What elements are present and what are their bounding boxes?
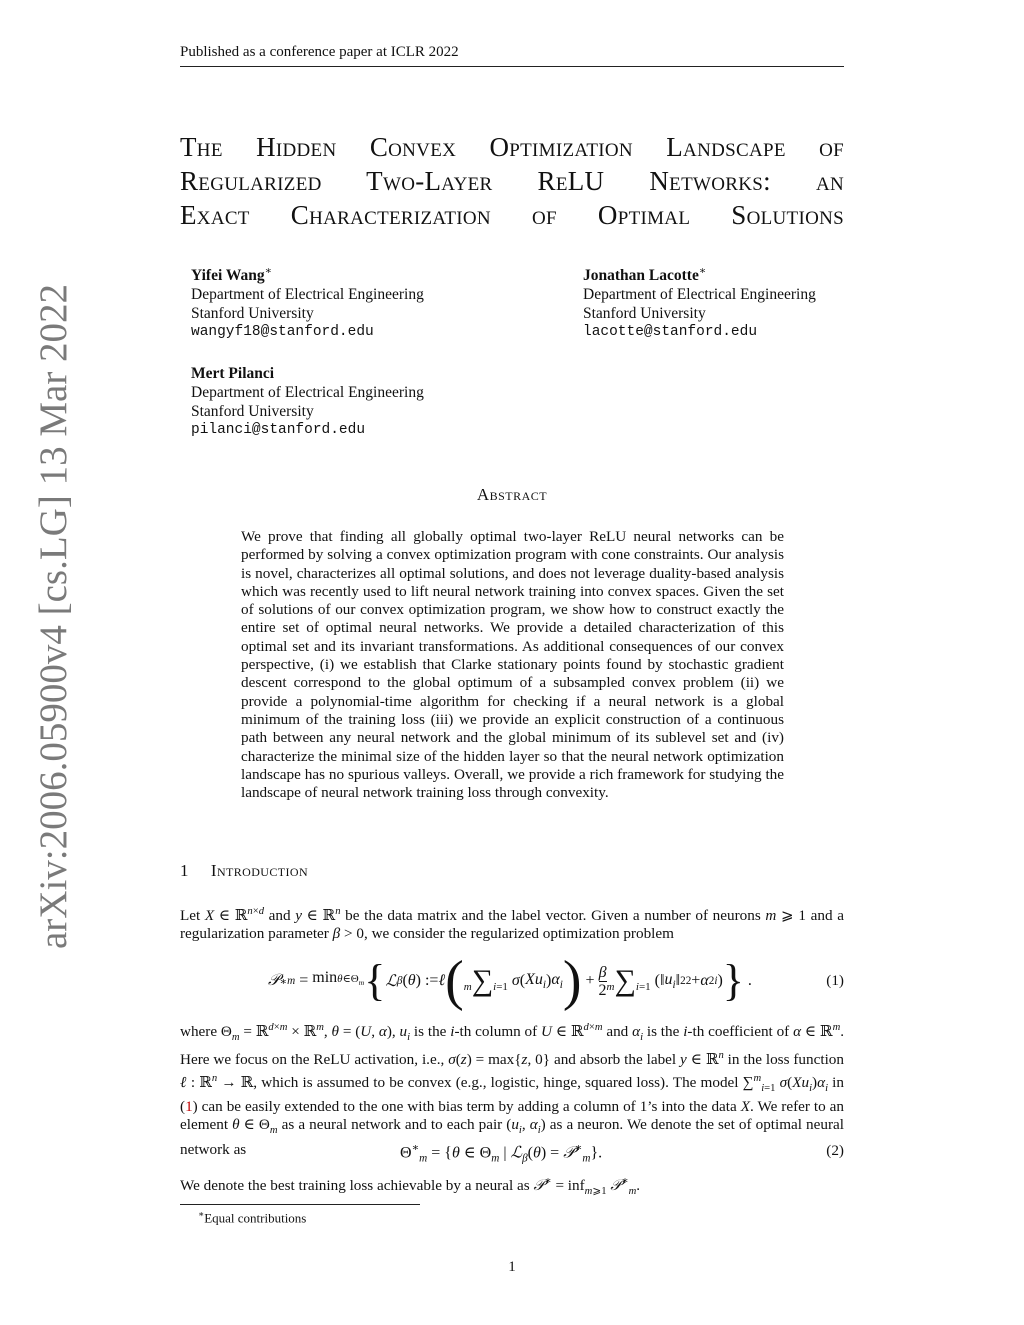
section-heading	[180, 861, 308, 881]
equation-number-2: (2)	[826, 1142, 844, 1159]
header-rule	[180, 66, 844, 67]
abstract-text: We prove that finding all globally optimal two-layer ReLU neural networks can be performed by solving a convex optimization program with cone constraints. Our analysis is novel, characterizes all optimal solutions, and does not leverage duality-based analysis which was recently used to lift neural network training into convex spaces. Given the set of solutions of our convex optimization program, we show how to construct exactly the entire set of optimal neural networks. We provide a detailed characterization of this optimal set and its invariant transformations. As additional consequences of our convex perspective, (i) we establish that Clarke stationary points found by stochastic gradient descent correspond to the global optimum of a subsampled convex problem (ii) we provide a polynomial-time algorithm for checking if a neural network is a global minimum of the training loss (iii) we provide an explicit construction of a continuous path between any neural network and the global minimum of its sublevel set and (iv) characterize the minimal size of the hidden layer so that the neural network optimization landscape has no spurious valleys. Overall, we provide a rich framework for studying the landscape of neural network training loss through convexity.	[241, 528, 784, 802]
title-line-1: The Hidden Convex Optimization Landscape of	[180, 132, 844, 162]
title-line-2: Regularized Two-Layer ReLU Networks: an	[180, 166, 844, 196]
author-department: Department of Electrical Engineering	[191, 384, 424, 401]
author-department: Department of Electrical Engineering	[583, 286, 816, 304]
arxiv-stamp: arXiv:2006.05900v4 [cs.LG] 13 Mar 2022	[32, 283, 75, 949]
author-name: Yifei Wang	[191, 267, 265, 285]
author-email[interactable]: lacotte@stanford.edu	[583, 324, 758, 341]
author-name: Mert Pilanci	[191, 365, 275, 382]
equal-contribution-mark: ∗	[698, 265, 707, 277]
intro-paragraph-1: Let X ∈ ℝ$^{n\times d}$ and y ∈ ℝ$^n$ be the data matrix and the label vector. Given a number of neurons m ⩾ 1 and a regularization parameter β > 0, we consider the regularized optimization problem	[180, 906, 844, 943]
section-number: 1	[180, 861, 189, 880]
author-block-1	[191, 262, 424, 342]
author-email[interactable]: wangyf18@stanford.edu	[191, 324, 374, 341]
author-block-2	[583, 262, 816, 342]
author-university: Stanford University	[191, 403, 314, 420]
title-line-3: Exact Characterization of Optimal Solutions	[180, 200, 844, 230]
page-number: 1	[508, 1259, 516, 1275]
equation-reference-link[interactable]: 1	[185, 1098, 193, 1116]
footnote-rule	[180, 1204, 420, 1205]
running-header: Published as a conference paper at ICLR 2022	[180, 44, 459, 60]
footnote	[198, 1209, 306, 1226]
author-block-3	[191, 364, 424, 440]
paper-title	[180, 130, 844, 232]
equation-1: 𝒫 ∗ m = $\min\theta\in\Theta_m$ { ℒ β ( θ ) := ℓ ( m∑i=1 σ ( $Xu_i$ ) $\alpha_i$ ) + $\frac{\beta}{2}$ m∑i=1 (‖ $u_i$ ‖ 2 2 + α 2 i ) } . (1)	[268, 950, 844, 1012]
author-department: Department of Electrical Engineering	[191, 286, 424, 304]
author-university: Stanford University	[583, 305, 706, 323]
footnote-text: Equal contributions	[204, 1210, 307, 1226]
equation-2: $\Theta^∗_m = \{\theta$ ∈ $\Theta_m$ | ℒ$_\beta$(θ) = 𝒫∗$_m$}. (2)	[400, 1142, 844, 1165]
author-name: Jonathan Lacotte	[583, 267, 699, 285]
intro-paragraph-2: where $\Theta_m$ = ℝ$^{d\times m}$ × ℝ$^m$, θ = (U, α), $u_i$ is the i-th column of U ∈ ℝ$^{d\times m}$ and $\alpha_i$ is the i-th coefficient of α ∈ ℝ$^m$. Here we focus on the ReLU activation, i.e., σ(z) = max{z, 0} and absorb the label y ∈ ℝ$^n$ in the loss function ℓ : ℝ$^n$ → ℝ, which is assumed to be convex (e.g., logistic, hinge, squared loss). The model ∑$^m_{i=1}$ $\sigma(Xu_i)\alpha_i$ in (1) can be easily extended to the one with bias term by adding a column of 1’s into the data X. We refer to an element θ ∈ $\Theta_m$ as a neural network and to each pair ($u_i$, $\alpha_i$) as a neuron. We denote the set of optimal neural network as	[180, 1022, 845, 1158]
author-email[interactable]: pilanci@stanford.edu	[191, 422, 366, 438]
equal-contribution-mark: ∗	[264, 265, 273, 277]
equation-number-1: (1)	[826, 972, 844, 989]
intro-paragraph-3: We denote the best training loss achievable by a neural as 𝒫∗ = inf$_{m⩾1}$ 𝒫∗$_m$.	[180, 1176, 641, 1198]
footnote-mark: ∗	[198, 1209, 205, 1219]
section-title: Introduction	[210, 861, 309, 880]
author-university: Stanford University	[191, 305, 314, 323]
abstract-heading: Abstract	[476, 485, 548, 504]
